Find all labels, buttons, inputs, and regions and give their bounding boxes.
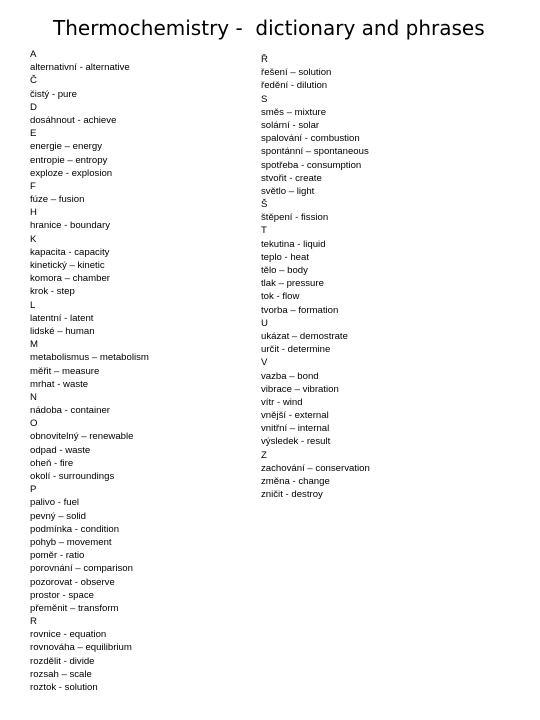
dictionary-entry: rozsah – scale xyxy=(30,668,92,680)
dictionary-entry: stvořit - create xyxy=(261,172,322,184)
letter-heading: O xyxy=(30,418,38,430)
letter-heading: S xyxy=(261,93,268,105)
dictionary-entry: určit - determine xyxy=(261,344,331,356)
dictionary-entry: výsledek - result xyxy=(261,436,331,448)
letter-heading: F xyxy=(30,180,36,192)
page-title: Thermochemistry - dictionary and phrases xyxy=(53,16,485,40)
dictionary-entry: tlak – pressure xyxy=(261,278,324,290)
dictionary-entry: odpad - waste xyxy=(30,444,91,456)
dictionary-entry: metabolismus – metabolism xyxy=(30,352,149,364)
letter-heading: R xyxy=(30,616,37,628)
dictionary-entry: vnitřní – internal xyxy=(261,423,330,435)
letter-heading: K xyxy=(30,233,37,245)
dictionary-entry: poměr - ratio xyxy=(30,550,85,562)
dictionary-entry: palivo - fuel xyxy=(30,497,80,509)
dictionary-entry: tok - flow xyxy=(261,291,300,303)
dictionary-entry: oheň - fire xyxy=(30,457,74,469)
dictionary-entry: nádoba - container xyxy=(30,405,111,417)
dictionary-entry: přeměnit – transform xyxy=(30,602,119,614)
dictionary-entry: čistý - pure xyxy=(30,88,77,100)
dictionary-entry: mrhat - waste xyxy=(30,378,89,390)
letter-heading: M xyxy=(30,339,38,351)
dictionary-entry: hranice - boundary xyxy=(30,220,110,232)
letter-heading: N xyxy=(30,391,37,403)
dictionary-entry: porovnání – comparison xyxy=(30,563,133,575)
letter-heading: A xyxy=(30,49,37,60)
dictionary-entry: fúze – fusion xyxy=(30,194,85,206)
dictionary-entry: alternativní - alternative xyxy=(30,62,130,74)
letter-heading: Č xyxy=(30,75,37,87)
dictionary-entry: komora – chamber xyxy=(30,273,110,285)
dictionary-entry: rovnováha – equilibrium xyxy=(30,642,132,654)
dictionary-entry: zničit - destroy xyxy=(261,489,323,501)
dictionary-entry: dosáhnout - achieve xyxy=(30,114,117,126)
dictionary-entry: krok - step xyxy=(30,286,75,298)
dictionary-entry: vibrace – vibration xyxy=(261,383,339,395)
letter-heading: Z xyxy=(261,449,267,461)
dictionary-entry: prostor - space xyxy=(30,589,94,601)
letter-heading: L xyxy=(30,299,36,311)
letter-heading: Š xyxy=(261,199,268,211)
dictionary-entry: obnovitelný – renewable xyxy=(30,431,134,443)
letter-heading: E xyxy=(30,128,37,140)
dictionary-entry: spontánní – spontaneous xyxy=(261,146,369,158)
dictionary-entry: měřit – measure xyxy=(30,365,100,377)
letter-heading: V xyxy=(261,357,268,369)
dictionary-entry: rozdělit - divide xyxy=(30,655,95,667)
dictionary-entry: řešení – solution xyxy=(261,67,332,79)
dictionary-entry: vnější - external xyxy=(261,410,329,422)
dictionary-entry: spotřeba - consumption xyxy=(261,159,362,171)
letter-heading: Ř xyxy=(261,54,268,65)
dictionary-entry: tekutina - liquid xyxy=(261,238,326,250)
dictionary-entry: lidské – human xyxy=(30,325,95,337)
dictionary-entry: vítr - wind xyxy=(261,396,303,408)
dictionary-entry: energie – energy xyxy=(30,141,103,153)
dictionary-entry: ředění - dilution xyxy=(261,80,328,92)
left-word-column xyxy=(30,48,149,694)
dictionary-entry: exploze - explosion xyxy=(30,167,113,179)
dictionary-entry: podmínka - condition xyxy=(30,523,120,535)
letter-heading: D xyxy=(30,101,37,113)
dictionary-entry: tvorba – formation xyxy=(261,304,339,316)
dictionary-entry: kapacita - capacity xyxy=(30,246,110,258)
dictionary-entry: okolí - surroundings xyxy=(30,471,115,482)
dictionary-entry: zachování – conservation xyxy=(261,462,370,474)
dictionary-entry: teplo - heat xyxy=(261,251,310,263)
dictionary-entry: změna - change xyxy=(261,476,330,487)
letter-heading: U xyxy=(261,317,268,329)
dictionary-entry: pevný – solid xyxy=(30,510,86,522)
dictionary-entry: entropie – entropy xyxy=(30,154,108,166)
dictionary-entry: spalování - combustion xyxy=(261,133,360,145)
dictionary-entry: směs – mixture xyxy=(261,106,327,118)
letter-heading: H xyxy=(30,207,37,219)
dictionary-entry: pozorovat - observe xyxy=(30,576,115,588)
dictionary-entry: roztok - solution xyxy=(30,682,98,693)
dictionary-entry: rovnice - equation xyxy=(30,629,107,641)
dictionary-entry: kinetický – kinetic xyxy=(30,260,105,271)
dictionary-entry: vazba – bond xyxy=(261,370,319,382)
letter-heading: P xyxy=(30,484,37,496)
right-word-column xyxy=(261,53,370,501)
dictionary-entry: solární - solar xyxy=(261,119,320,131)
dictionary-entry: světlo – light xyxy=(261,185,315,197)
dictionary-entry: štěpení - fission xyxy=(261,212,329,224)
letter-heading: T xyxy=(261,225,267,237)
dictionary-entry: tělo – body xyxy=(261,265,308,276)
dictionary-entry: ukázat – demostrate xyxy=(261,330,348,342)
dictionary-entry: pohyb – movement xyxy=(30,536,112,548)
dictionary-entry: latentní - latent xyxy=(30,312,94,324)
